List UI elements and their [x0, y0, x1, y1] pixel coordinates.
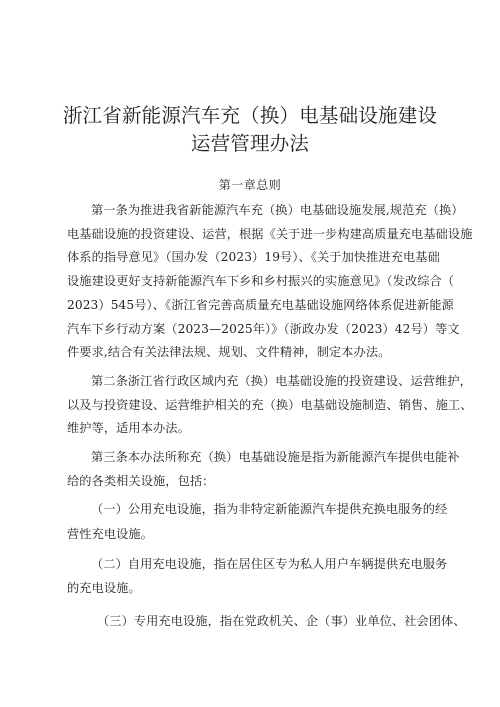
article-1-line: 汽车下乡行动方案（2023—2025年）》（浙政办发（2023）42号）等文	[67, 322, 460, 336]
chapter-heading: 第一章总则	[218, 178, 282, 192]
article-3-line: 第三条本办法所称充（换）电基础设施是指为新能源汽车提供电能补	[91, 450, 460, 464]
article-3-line: 给的各类相关设施，包括：	[67, 474, 215, 488]
article-1-line: 设施建设更好支持新能源汽车下乡和乡村振兴的实施意见》（发改综合（	[67, 274, 455, 288]
clause-1-line: 营性充电设施。	[67, 527, 154, 541]
document-title-line-2: 运营管理办法	[190, 132, 310, 155]
article-1-line: 2023）545号）、《浙江省完善高质量充电基础设施网络体系促进新能源	[67, 298, 454, 312]
clause-2-line: （二）自用充电设施，指在居住区专为私人用户车辆提供充电服务	[91, 557, 448, 571]
article-2-line: 维护等，适用本办法。	[67, 421, 190, 435]
article-1-line: 件要求,结合有关法律法规、规划、文件精神，制定本办法。	[67, 345, 391, 359]
article-1-line: 电基础设施的投资建设、运营，根据《关于进一步构建高质量充电基础设施	[67, 227, 473, 241]
article-2-line: 以及与投资建设、运营维护相关的充（换）电基础设施制造、销售、施工、	[67, 398, 473, 412]
clause-2-line: 的充电设施。	[67, 581, 141, 595]
clause-1-line: （一）公用充电设施，指为非特定新能源汽车提供充换电服务的经	[91, 502, 448, 516]
article-1-line: 体系的指导意见》（国办发（2023）19号）、《关于加快推进充电基础	[67, 250, 440, 264]
article-2-line: 第二条浙江省行政区域内充（换）电基础设施的投资建设、运营维护，	[91, 374, 472, 388]
clause-3-line: （三）专用充电设施，指在党政机关、企（事）业单位、社会团体、	[97, 614, 466, 628]
document-title-line-1: 浙江省新能源汽车充（换）电基础设施建设	[62, 104, 438, 127]
article-1-line: 第一条为推进我省新能源汽车充（换）电基础设施发展,规范充（换）	[91, 203, 464, 217]
